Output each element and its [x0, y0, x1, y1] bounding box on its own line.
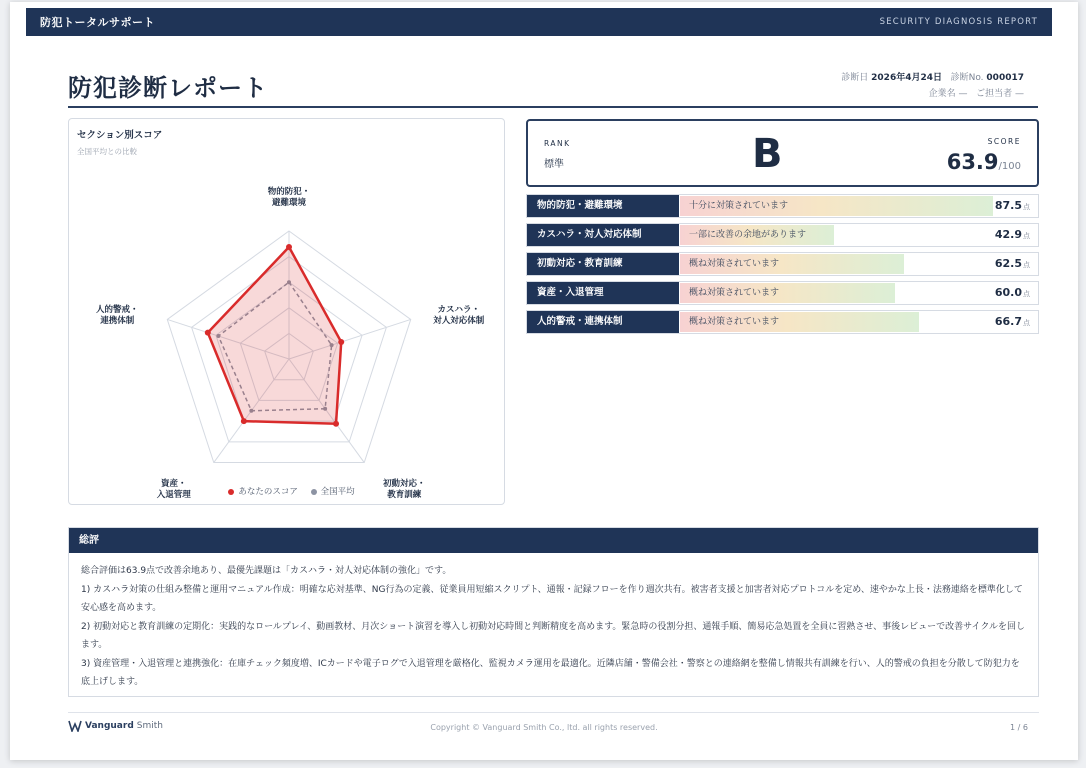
score-value: 63.9	[946, 150, 999, 174]
legend-avg-marker	[311, 489, 317, 495]
summary-line: 2) 初動対応と教育訓練の定期化：実践的なロールプレイ、動画教材、月次ショート演習を導入し初動対応時間と判断精度を高めます。緊急時の役割分担、通報手順、簡易応急処置を全員に習熟させ、事後レビューで改善サイクルを回します。	[81, 621, 1026, 650]
radar-card	[68, 118, 505, 505]
section-score-value: 60.0	[994, 286, 1022, 299]
section-score-value: 62.5	[994, 257, 1022, 270]
section-row	[526, 252, 1039, 276]
section-name: カスハラ・対人対応体制	[527, 224, 679, 246]
section-score	[995, 311, 1030, 334]
radar-axis-label: カスハラ・ 対人対応体制	[433, 305, 485, 327]
radar-point-yours	[241, 418, 247, 424]
company-label: 企業名	[928, 89, 956, 99]
section-score-value: 87.5	[994, 199, 1022, 212]
person-label: ご担当者	[976, 89, 1013, 99]
top-bar	[26, 8, 1052, 36]
summary-heading: 総評	[69, 528, 1038, 553]
legend-yours: あなたのスコア	[238, 487, 298, 497]
report-meta	[841, 70, 1024, 102]
legend-yours-marker	[228, 489, 234, 495]
section-comment: 概ね対策されています	[689, 259, 780, 269]
score-label: SCORE	[987, 137, 1021, 146]
report-page	[10, 2, 1078, 760]
title-divider	[68, 106, 1038, 108]
section-score-unit: 点	[1023, 203, 1030, 211]
logo-sub: Smith	[136, 721, 163, 731]
score-max: /100	[998, 161, 1021, 172]
section-name: 人的警戒・連携体制	[527, 311, 679, 333]
summary-body	[69, 553, 1038, 692]
section-score-list	[526, 194, 1039, 339]
radar-axis-label: 物的防犯・ 避難環境	[267, 187, 311, 208]
section-row	[526, 310, 1039, 334]
footer-divider	[68, 712, 1039, 713]
report-label: SECURITY DIAGNOSIS REPORT	[879, 17, 1038, 27]
rank-label: RANK	[544, 139, 571, 148]
section-score-unit: 点	[1023, 261, 1030, 269]
section-comment: 一部に改善の余地があります	[689, 230, 807, 240]
radar-point-yours	[286, 244, 292, 250]
section-score-unit: 点	[1023, 290, 1030, 298]
radar-axis-label: 人的警戒・ 連携体制	[95, 305, 139, 327]
radar-subtitle: 全国平均との比較	[77, 147, 137, 156]
radar-title: セクション別スコア	[77, 130, 163, 141]
section-comment: 概ね対策されています	[689, 288, 780, 298]
section-score-value: 66.7	[994, 315, 1022, 328]
section-comment: 概ね対策されています	[689, 317, 780, 327]
section-name: 資産・入退管理	[527, 282, 679, 304]
legend-avg: 全国平均	[320, 487, 355, 497]
radar-point-yours	[205, 330, 211, 336]
radar-axis-label: 資産・ 入退管理	[156, 478, 191, 500]
radar-legend	[69, 485, 504, 497]
summary-line: 3) 資産管理・入退管理と連携強化：在庫チェック頻度増、ICカードや電子ログで入退管理を厳格化、監視カメラ運用を最適化。近隣店舗・警備会社・警察との連絡網を整備し情報共有訓練を行い、人的警戒の負担を分散して防犯力を底上げします。	[81, 658, 1020, 687]
person-value: —	[1015, 89, 1024, 99]
no-label: 診断No.	[950, 73, 984, 83]
page-number: 1 / 6	[1010, 723, 1028, 732]
section-row	[526, 223, 1039, 247]
brand-name: 防犯トータルサポート	[40, 16, 155, 29]
logo-main: Vanguard	[85, 721, 134, 731]
diagnosis-number: 000017	[986, 73, 1024, 83]
rank-card	[526, 119, 1039, 187]
copyright: Copyright © Vanguard Smith Co., ltd. all rights reserved.	[430, 723, 658, 732]
summary-panel	[68, 527, 1039, 697]
total-score	[947, 150, 1021, 174]
radar-point-yours	[333, 421, 339, 427]
section-score	[995, 195, 1030, 218]
company-value: —	[958, 89, 968, 99]
section-score	[995, 282, 1030, 305]
section-score-value: 42.9	[994, 228, 1022, 241]
section-score-unit: 点	[1023, 232, 1030, 240]
radar-series-yours	[208, 247, 341, 424]
section-score-unit: 点	[1023, 319, 1030, 327]
radar-point-yours	[338, 339, 344, 345]
diagnosis-date: 2026年4月24日	[871, 73, 942, 83]
rank-letter: B	[752, 131, 783, 177]
section-row	[526, 281, 1039, 305]
section-name: 物的防犯・避難環境	[527, 195, 679, 217]
rank-text: 標準	[544, 159, 564, 170]
summary-line: 総合評価は63.9点で改善余地あり、最優先課題は「カスハラ・対人対応体制の強化」です。	[81, 566, 452, 576]
date-label: 診断日	[841, 73, 869, 83]
page-title: 防犯診断レポート	[68, 74, 268, 102]
summary-line: 1) カスハラ対策の仕組み整備と運用マニュアル作成：明確な応対基準、NG行為の定義、従業員用短縮スクリプト、通報・記録フローを作り週次共有。被害者支援と加害者対応プロトコルを定め、速やかな上長・法務連絡を標準化して安心感を高めます。	[81, 584, 1023, 613]
section-score	[995, 224, 1030, 247]
radar-axis-label: 初動対応・ 教育訓練	[382, 478, 426, 500]
section-comment: 十分に対策されています	[689, 201, 789, 211]
section-score	[995, 253, 1030, 276]
section-row	[526, 194, 1039, 218]
section-name: 初動対応・教育訓練	[527, 253, 679, 275]
